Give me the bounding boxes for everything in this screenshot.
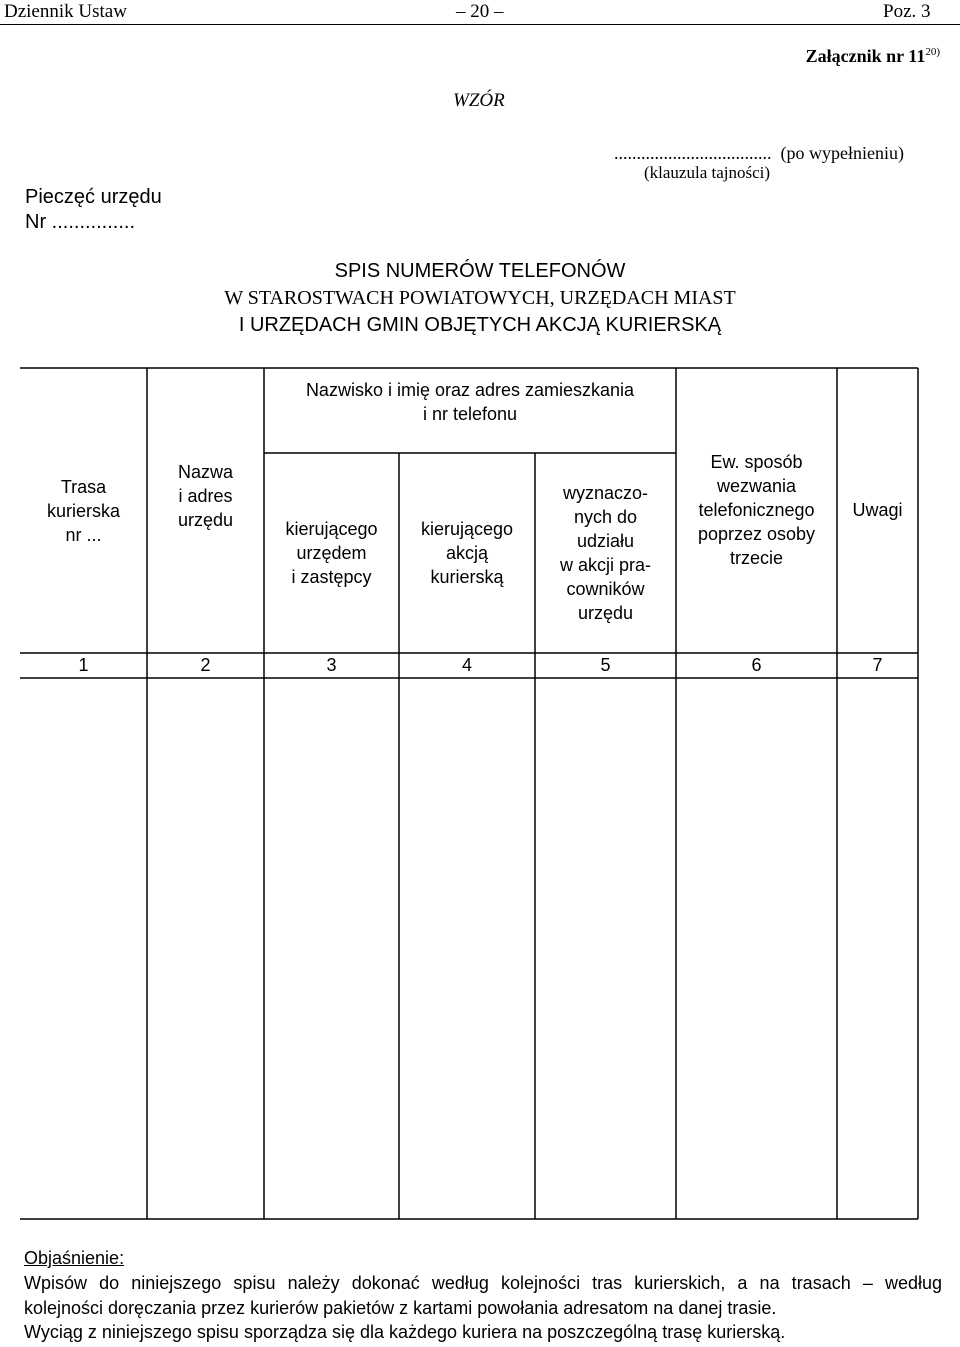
column-header-office-head: kierującego urzędem i zastępcy: [285, 519, 378, 587]
document-title-line-2: W STAROSTWACH POWIATOWYCH, URZĘDACH MIAST: [224, 287, 736, 309]
explanation-line-1: Wpisów do niniejszego spisu należy dokonać według kolejności tras kurierskich, a na trasach – według: [24, 1273, 942, 1293]
column-number: 1: [78, 655, 89, 675]
explanation-line-3: Wyciąg z niniejszego spisu sporządza się dla każdego kuriera na poszczególną trasę kurierską.: [24, 1322, 786, 1342]
column-header-staff: wyznaczo- nych do udziału w akcji pra- cowników urzędu: [559, 483, 652, 623]
explanation-line-2: kolejności doręczania przez kurierów pakietów z kartami powołania adresatom na danej trasie.: [24, 1298, 777, 1318]
column-header-route: Trasa kurierska nr ...: [46, 476, 121, 545]
document-title-line-1: SPIS NUMERÓW TELEFONÓW: [334, 260, 626, 282]
secrecy-caption: (klauzula tajności): [644, 163, 771, 182]
column-header-remarks: Uwagi: [852, 500, 903, 520]
template-label: WZÓR: [453, 90, 505, 111]
column-number: 4: [461, 655, 472, 675]
column-number: 5: [600, 655, 611, 675]
explanation-heading: Objaśnienie:: [24, 1248, 125, 1268]
journal-name: Dziennik Ustaw: [4, 1, 127, 22]
column-header-office: Nazwa i adres urzędu: [177, 462, 234, 530]
annex-label-text: Załącznik nr 11: [805, 46, 926, 66]
column-number: 6: [751, 655, 762, 675]
position-number: Poz. 3: [883, 1, 931, 22]
page-number: – 20 –: [456, 1, 504, 22]
column-header-courier-head: kierującego akcją kurierską: [420, 519, 514, 587]
annex-footnote: 20): [925, 46, 940, 58]
document-title-line-3: I URZĘDACH GMIN OBJĘTYCH AKCJĄ KURIERSKĄ: [238, 314, 722, 336]
stamp-label: Pieczęć urzędu: [25, 186, 162, 208]
column-number: 7: [872, 655, 883, 675]
column-header-call-method: Ew. sposób wezwania telefonicznego poprzez osoby trzecie: [697, 452, 816, 568]
secrecy-line: ................................... (po wypełnieniu): [614, 143, 904, 163]
stamp-number: Nr ...............: [25, 211, 136, 233]
column-number: 3: [326, 655, 337, 675]
column-number: 2: [200, 655, 211, 675]
column-group-header: Nazwisko i imię oraz adres zamieszkania i nr telefonu: [305, 380, 635, 424]
